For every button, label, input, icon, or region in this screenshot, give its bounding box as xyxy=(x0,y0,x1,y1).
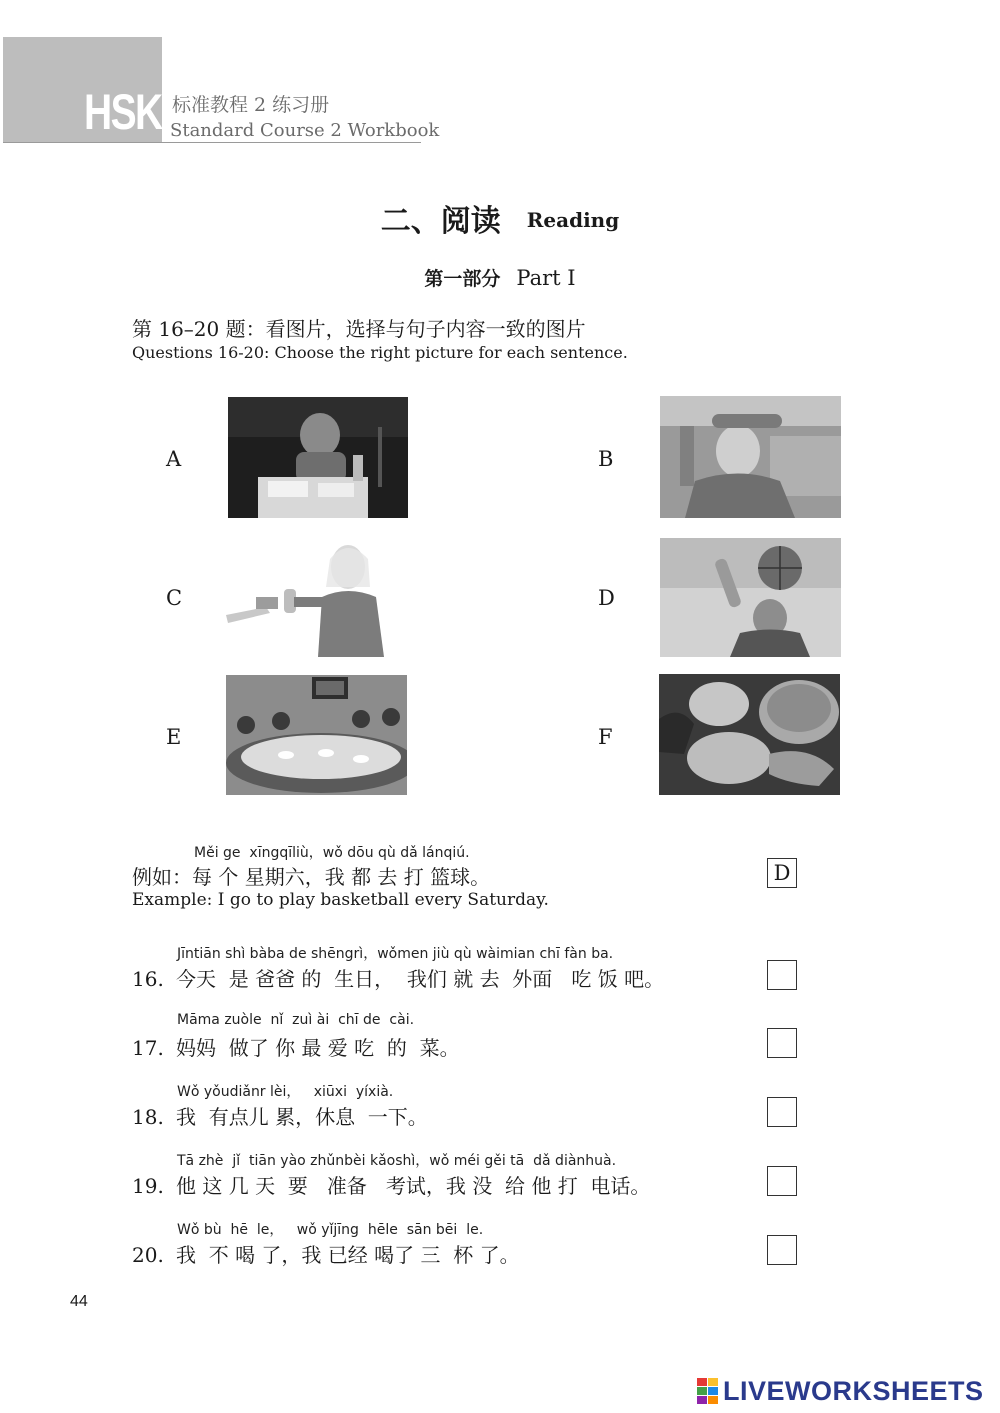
hsk-logo: HSK xyxy=(84,84,162,140)
liveworksheets-logo[interactable] xyxy=(697,1376,984,1406)
question-17-number: 17. xyxy=(132,1036,164,1060)
question-16-text: 今天 是 爸爸 的 生日， 我们 就 去 外面 吃 饭 吧。 xyxy=(176,967,665,991)
example-label: 例如： xyxy=(132,865,192,889)
question-20 xyxy=(132,1239,520,1268)
basketball-photo xyxy=(660,538,841,657)
question-19-pinyin: Tā zhè jǐ tiān yào zhǔnbèi kǎoshì，wǒ méi gěi tā dǎ diànhuà. xyxy=(177,1153,617,1169)
section-title-cn: 二、阅读 xyxy=(380,204,501,239)
question-17 xyxy=(132,1032,460,1061)
header-title-en: Standard Course 2 Workbook xyxy=(170,120,440,141)
picture-letter-c: C xyxy=(166,586,183,610)
page-number: 44 xyxy=(70,1293,88,1310)
question-18-answer-box[interactable] xyxy=(767,1097,797,1127)
question-17-text: 妈妈 做了 你 最 爱 吃 的 菜。 xyxy=(176,1036,460,1060)
picture-letter-e: E xyxy=(166,725,182,749)
picture-letter-f: F xyxy=(598,725,613,749)
example-pinyin: Měi ge xīngqīliù，wǒ dōu qù dǎ lánqiú. xyxy=(194,845,470,861)
question-18 xyxy=(132,1101,428,1130)
picture-letter-a: A xyxy=(166,447,182,471)
question-18-pinyin: Wǒ yǒudiǎnr lèi， xiūxi yíxià. xyxy=(177,1084,394,1100)
question-16-number: 16. xyxy=(132,967,164,991)
section-title-en: Reading xyxy=(526,208,620,232)
question-20-answer-box[interactable] xyxy=(767,1235,797,1265)
instructions-cn: 第 16–20 题：看图片，选择与句子内容一致的图片 xyxy=(132,317,586,341)
question-20-pinyin: Wǒ bù hē le， wǒ yǐjīng hēle sān bēi le. xyxy=(177,1222,484,1238)
question-16-answer-box[interactable] xyxy=(767,960,797,990)
refuse-photo xyxy=(226,537,406,657)
example-sentence xyxy=(132,861,490,890)
food-photo xyxy=(659,674,840,795)
liveworksheets-text: LIVEWORKSHEETS xyxy=(723,1375,984,1406)
part-title xyxy=(0,264,1000,291)
question-18-number: 18. xyxy=(132,1105,164,1129)
question-19-text: 他 这 几 天 要 准备 考试，我 没 给 他 打 电话。 xyxy=(176,1174,651,1198)
question-19-answer-box[interactable] xyxy=(767,1166,797,1196)
picture-letter-b: B xyxy=(598,447,614,471)
question-20-text: 我 不 喝 了，我 已经 喝了 三 杯 了。 xyxy=(176,1243,520,1267)
header-title-cn: 标准教程 2 练习册 xyxy=(172,94,330,116)
question-18-text: 我 有点儿 累，休息 一下。 xyxy=(176,1105,428,1129)
header-divider xyxy=(3,142,421,143)
question-19-number: 19. xyxy=(132,1174,164,1198)
instructions-en: Questions 16-20: Choose the right picture for each sentence. xyxy=(132,343,628,362)
question-17-pinyin: Māma zuòle nǐ zuì ài chī de cài. xyxy=(177,1012,415,1028)
part-title-en: Part Ⅰ xyxy=(516,266,576,290)
question-16-pinyin: Jīntiān shì bàba de shēngrì，wǒmen jiù qù wàimian chī fàn ba. xyxy=(177,946,614,962)
worker-photo xyxy=(660,396,841,518)
studying-photo xyxy=(228,397,408,518)
part-title-cn: 第一部分 xyxy=(424,268,501,290)
question-16 xyxy=(132,963,664,992)
example-answer-box: D xyxy=(767,858,797,888)
picture-letter-d: D xyxy=(598,586,615,610)
liveworksheets-icon xyxy=(697,1378,719,1404)
section-title xyxy=(0,196,1000,240)
question-20-number: 20. xyxy=(132,1243,164,1267)
question-17-answer-box[interactable] xyxy=(767,1028,797,1058)
example-text: 每 个 星期六，我 都 去 打 篮球。 xyxy=(192,865,491,889)
example-translation: Example: I go to play basketball every Saturday. xyxy=(132,890,549,910)
dinner-photo xyxy=(226,675,407,795)
question-19 xyxy=(132,1170,650,1199)
